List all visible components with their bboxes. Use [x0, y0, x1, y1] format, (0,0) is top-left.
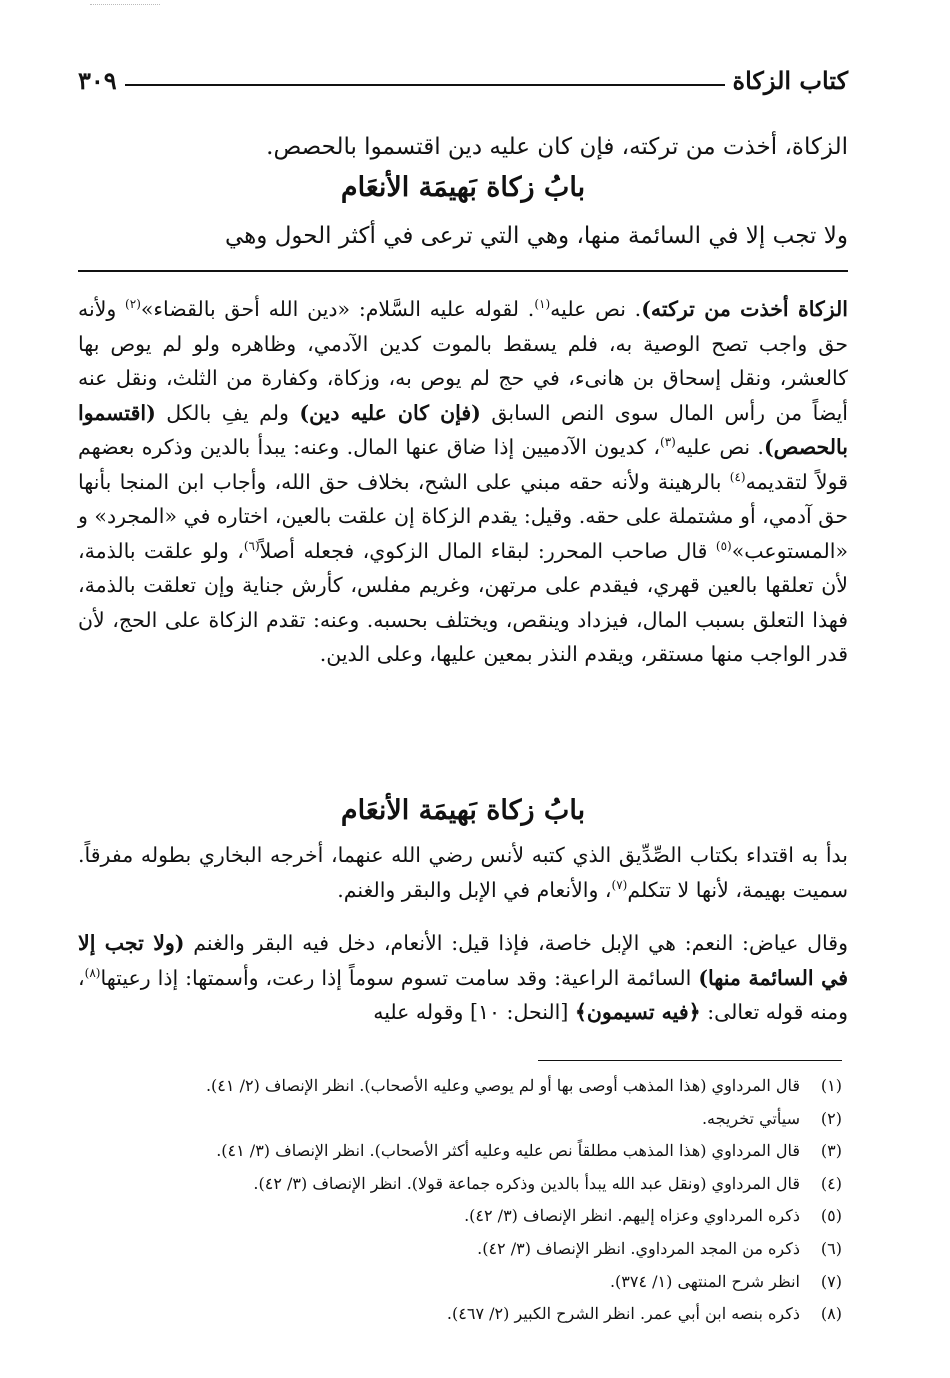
- footnote-text: ذكره من المجد المرداوي. انظر الإنصاف (٣/ ٤٢).: [477, 1238, 800, 1258]
- footnote: [142, 1233, 842, 1266]
- text-run: [النحل: ١٠] وقوله عليه: [373, 1000, 575, 1024]
- footnote-ref[interactable]: (٨): [84, 965, 101, 980]
- sharh-paragraph-1: [78, 292, 848, 672]
- text-run: بالرهينة ولأنه حقه مبني على الشح، بخلاف حق الله، وأجاب ابن المنجا بأنها حق آدمي، أو مشتملة على حقه. وقيل: يقدم الزكاة إن علقت بالعين، اختاره في «المجرد» و «المستوعب»: [78, 469, 849, 563]
- text-run: . نص عليه: [675, 435, 764, 459]
- sharh-paragraph-2: [78, 838, 848, 907]
- footnote-number: (١): [820, 1076, 842, 1095]
- quran-quote: ﴿فيه تسيمون﴾: [574, 1000, 701, 1024]
- text-run: ، والأنعام في الإبل والبقر والغنم.: [337, 877, 612, 902]
- footnote-text: قال المرداوي (هذا المذهب مطلقاً نص عليه وعليه أكثر الأصحاب). انظر الإنصاف (٣/ ٤١).: [216, 1141, 800, 1161]
- footnote-text: قال المرداوي (هذا المذهب أوصى بها أو لم يوصي وعليه الأصحاب). انظر الإنصاف (٢/ ٤١).: [205, 1076, 800, 1095]
- text-run: . لقوله عليه السَّلام: «دين الله أحق بالقضاء»: [140, 297, 535, 321]
- footnote: [142, 1135, 842, 1168]
- footnote: [142, 1266, 842, 1299]
- text-run: قال صاحب المحرر: لبقاء المال الزكوي، فجعله أصلاً: [259, 538, 716, 563]
- header-rule: [125, 84, 725, 86]
- matn-line-1: الزكاة، أخذت من تركته، فإن كان عليه دين اقتسموا بالحصص.: [266, 134, 848, 160]
- footnote-text: ذكره المرداوي وعزاه إليهم. انظر الإنصاف (٣/ ٤٢).: [464, 1206, 800, 1226]
- text-run: وقال عياض: النعم: هي الإبل خاصة، فإذا قيل: الأنعام، دخل فيه البقر والغنم: [184, 931, 848, 955]
- footnotes: [142, 1070, 842, 1331]
- matn-chapter-title: بابُ زكاة بَهيمَة الأنعَام: [340, 172, 586, 203]
- footnote-text: ذكره بنصه ابن أبي عمر. انظر الشرح الكبير (٢/ ٤٦٧).: [446, 1304, 800, 1324]
- footnote-number: (٨): [820, 1304, 842, 1324]
- footnote-text: انظر شرح المنتهى (١/ ٣٧٤).: [609, 1271, 800, 1291]
- footnote: [142, 1103, 842, 1136]
- bold-quote: (ولا تجب إلا في السائمة منها): [78, 931, 849, 990]
- scan-artifact: [90, 4, 160, 5]
- bold-quote: (اقتسموا بالحصص): [78, 400, 848, 459]
- footnote-ref[interactable]: (٤): [729, 469, 746, 484]
- footnote-ref[interactable]: (٣): [660, 435, 676, 450]
- footnote: [142, 1168, 842, 1201]
- footnote: [142, 1070, 842, 1103]
- text-run: ولم يفِ بالكل: [155, 400, 300, 425]
- sharh-paragraph-3: [78, 926, 848, 1030]
- footnote-number: (٣): [820, 1141, 842, 1161]
- bold-quote: الزكاة أخذت من تركته): [641, 297, 848, 321]
- footnote-text: سيأتي تخريجه.: [701, 1108, 800, 1128]
- running-header: [78, 60, 848, 100]
- footnote-ref[interactable]: (٧): [611, 877, 628, 892]
- footnote: [142, 1200, 842, 1233]
- text-run: ولأنه حق واجب تصح الوصية به، فلم يسقط بالموت كدين الآدمي، وظاهره ولو لم يوص بها كالعشر، ونقل إسحاق بن هانىء، في حج لم يوص به، وزكاة، وكفارة من الثلث، ونقل عنه أيضاً من رأس المال سوى النص السابق: [78, 297, 849, 425]
- text-run: ، كديون الآدميين إذا ضاق عنها المال. وعنه: يبدأ بالدين وذكره بعضهم قولاً لتقديمه: [78, 435, 848, 494]
- text-run: السائمة الراعية: وقد سامت تسوم سوماً إذا رعت، وأسمتها: إذا رعيتها: [100, 965, 699, 990]
- footnote-number: (٥): [820, 1206, 842, 1226]
- footnote-number: (٧): [820, 1271, 842, 1291]
- sharh-chapter-title: بابُ زكاة بَهيمَة الأنعَام: [340, 795, 586, 826]
- text-run: . نص عليه: [550, 297, 642, 321]
- text-run: ، ومنه قوله تعالى:: [78, 965, 848, 1024]
- bold-quote: (فإن كان عليه دين): [299, 400, 481, 425]
- footnote-ref[interactable]: (٦): [243, 538, 260, 553]
- footnote-number: (٦): [820, 1238, 842, 1258]
- footnote-text: قال المرداوي (ونقل عبد الله يبدأ بالدين وذكره جماعة قولا). انظر الإنصاف (٣/ ٤٢).: [253, 1173, 800, 1193]
- text-run: ، ولو علقت بالذمة، لأن تعلقها بالعين قهري، فيقدم على مرتهن، وغريم مفلس، كأرش جناية وإن تعلقت بالذمة، فهذا التعلق بسبب المال، فيزداد وينقص، ويختلف بحسبه. وعنه: تقدم الزكاة على الحج، لأن قدر الواجب منها مستقر، ويقدم النذر بمعين عليها، وعلى الدين.: [78, 538, 848, 666]
- text-run: بدأ به اقتداء بكتاب الصِّدِّيق الذي كتبه لأنس رضي الله عنهما، أخرجه البخاري بطوله مفرقاً. سميت بهيمة، لأنها لا تتكلم: [78, 843, 848, 902]
- page-number: ٣٠٩: [78, 65, 117, 95]
- matn-sharh-divider: [78, 270, 848, 272]
- footnote-ref[interactable]: (٢): [125, 297, 141, 312]
- footnote-ref[interactable]: (٥): [715, 538, 732, 553]
- footnote: [142, 1298, 842, 1331]
- footnote-number: (٢): [820, 1108, 842, 1128]
- footnote-number: (٤): [820, 1173, 842, 1193]
- matn-line-2: ولا تجب إلا في السائمة منها، وهي التي ترعى في أكثر الحول وهي: [225, 223, 848, 249]
- header-title: كتاب الزكاة: [732, 65, 848, 95]
- footnote-ref[interactable]: (١): [534, 297, 551, 312]
- footnote-divider: [538, 1060, 842, 1061]
